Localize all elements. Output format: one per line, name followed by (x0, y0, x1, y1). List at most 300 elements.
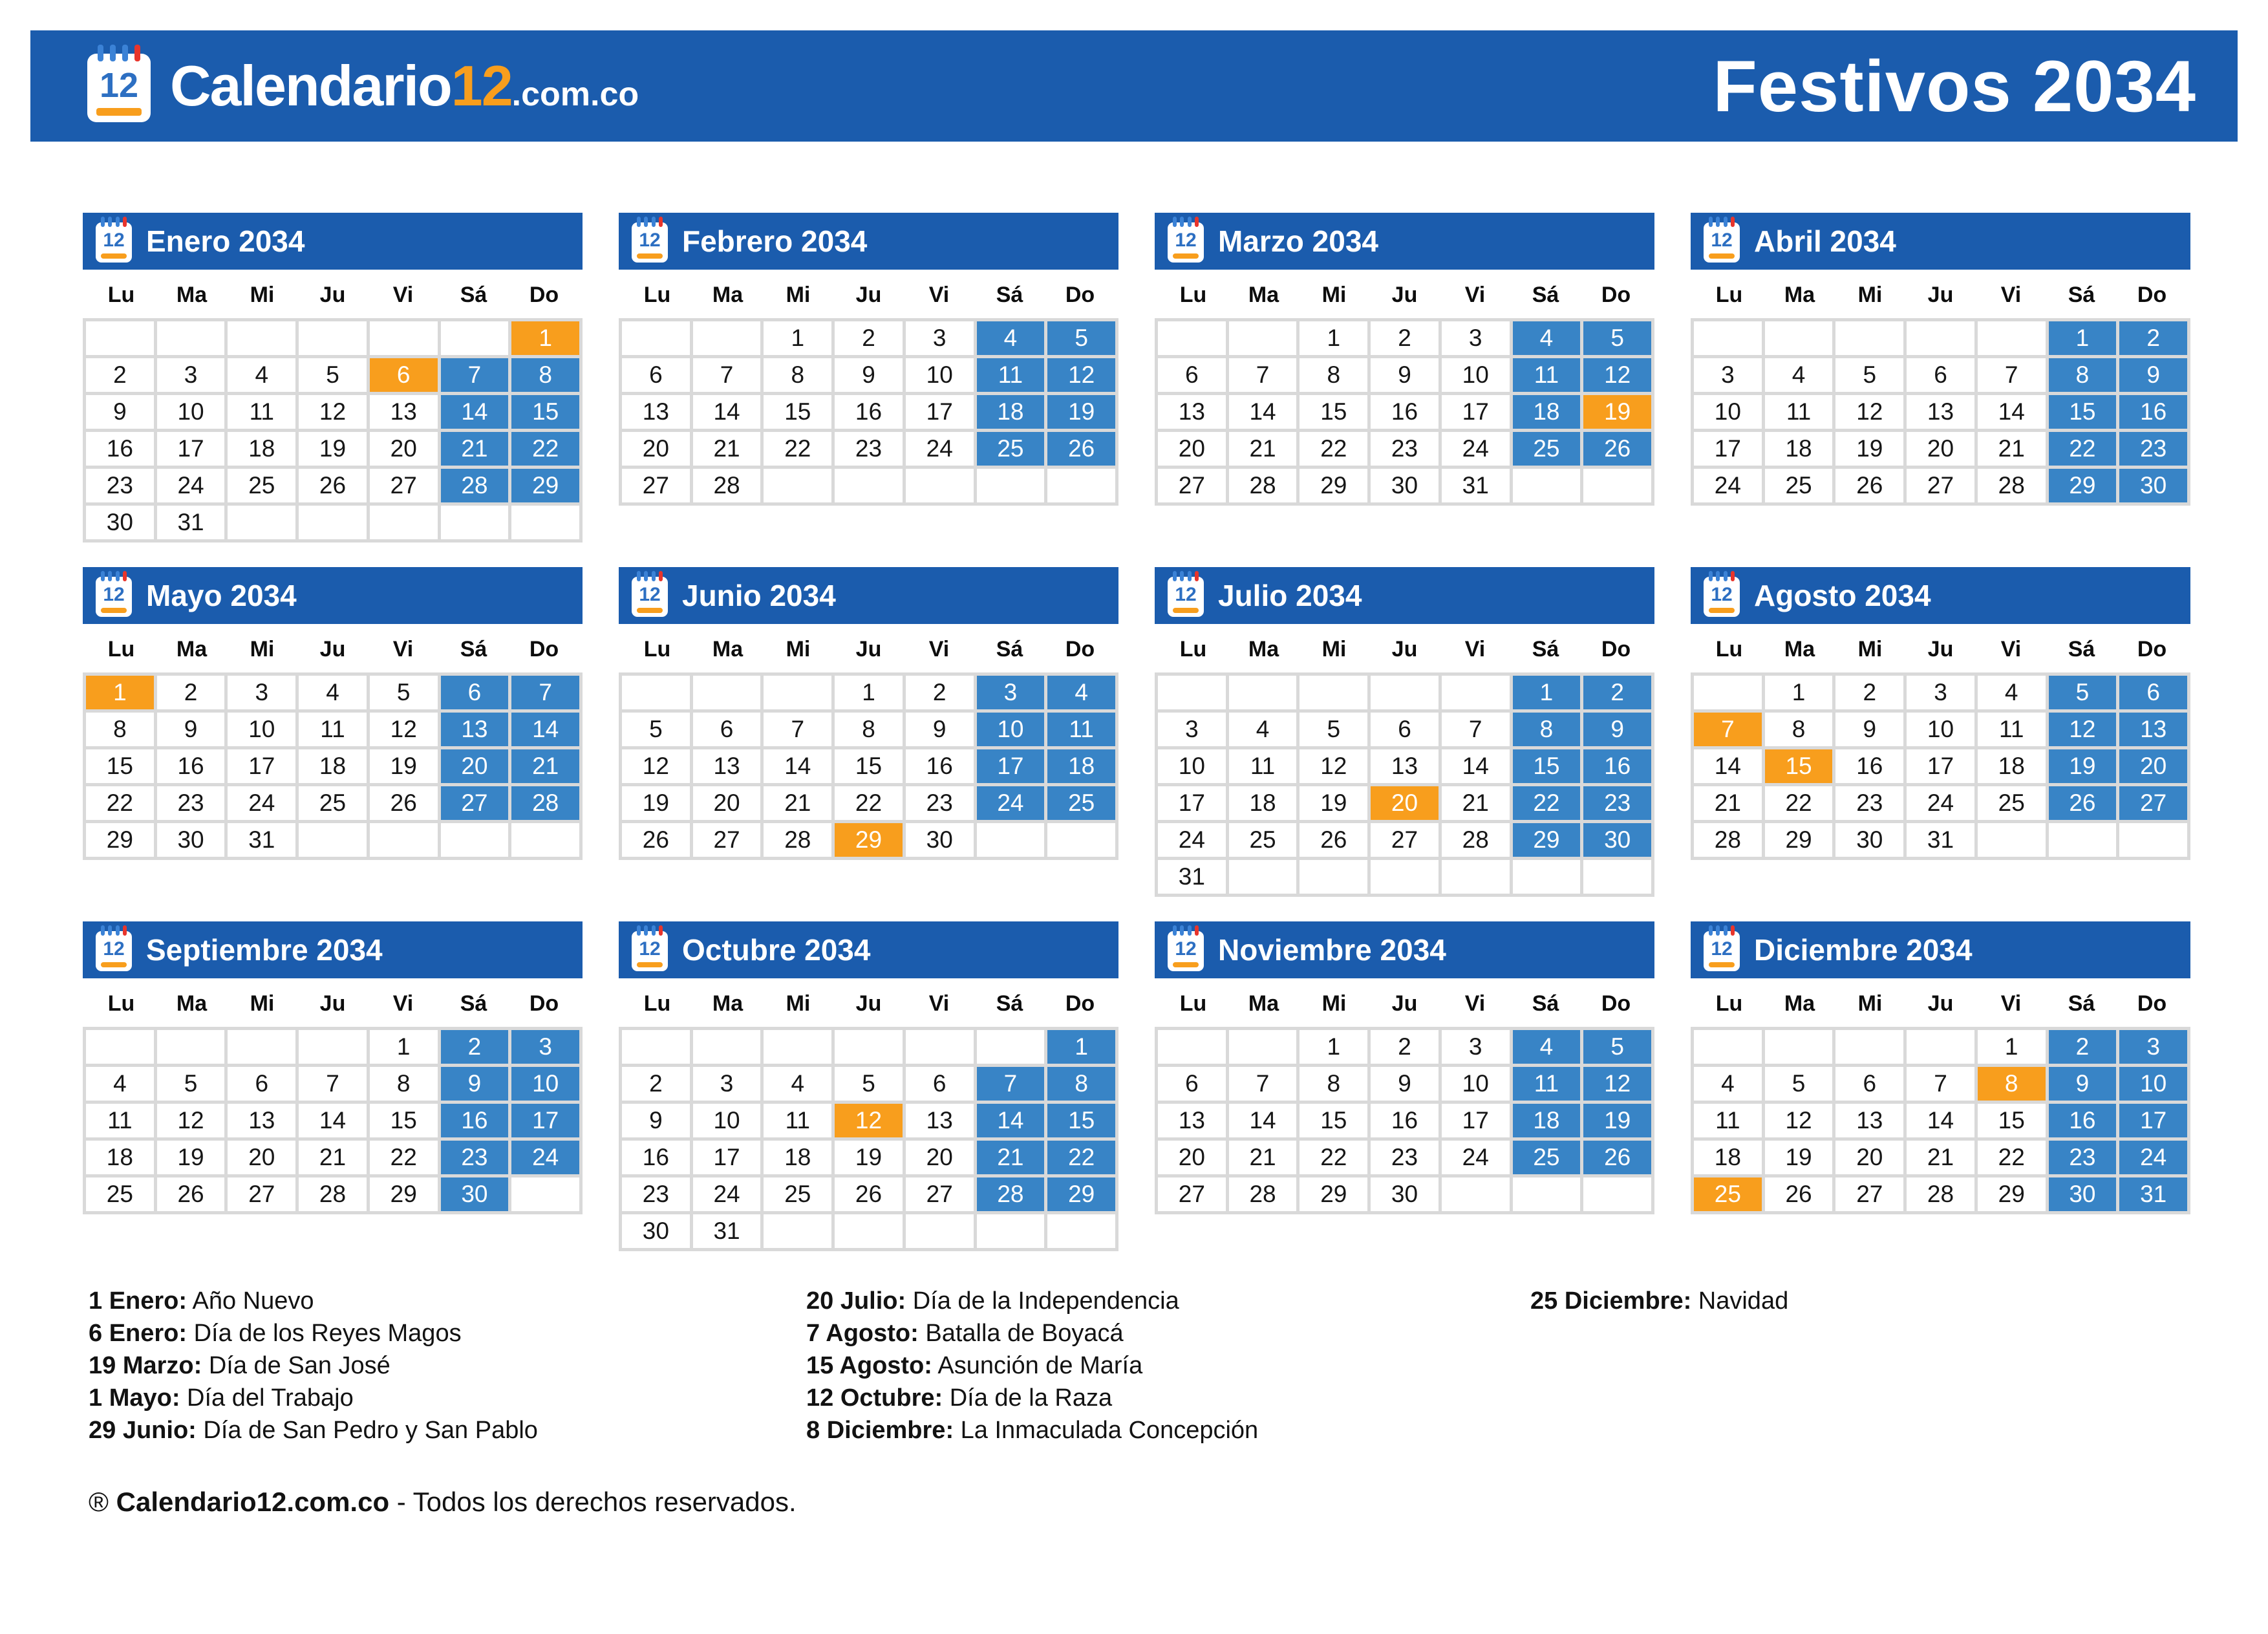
weekend-day-cell: 29 (2049, 469, 2117, 502)
day-cell: 4 (1694, 1067, 1762, 1101)
calendar-12-icon (87, 54, 151, 122)
calendar-icon-number: 12 (103, 584, 125, 605)
weekday-label: Sá (460, 283, 487, 307)
day-cell: 6 (228, 1067, 295, 1101)
day-cell: 24 (157, 469, 225, 502)
day-cell: 14 (1442, 749, 1510, 783)
day-cell: 11 (299, 713, 367, 746)
day-cell: 20 (906, 1141, 974, 1174)
day-cell: 19 (622, 786, 690, 820)
calendar-icon-number: 12 (1175, 938, 1197, 960)
empty-day-cell (228, 506, 295, 539)
day-cell: 16 (157, 749, 225, 783)
calendar-icon-number: 12 (1711, 938, 1733, 960)
empty-day-cell (977, 823, 1045, 857)
weekend-day-cell: 2 (1583, 676, 1651, 709)
day-cell: 3 (693, 1067, 761, 1101)
weekend-day-cell: 1 (1513, 676, 1581, 709)
day-cell: 31 (1158, 860, 1226, 894)
weekday-label: Lu (107, 991, 135, 1016)
day-cell: 16 (835, 395, 903, 429)
weekday-label: Ju (1927, 991, 1954, 1016)
calendar-icon (1704, 931, 1740, 971)
day-cell: 20 (693, 786, 761, 820)
empty-day-cell (511, 823, 579, 857)
weekend-day-cell: 25 (1513, 1141, 1581, 1174)
day-cell: 2 (1835, 676, 1903, 709)
weekday-label: Lu (643, 637, 671, 661)
calendar-icon-number: 12 (1711, 230, 1733, 251)
weekend-day-cell: 1 (2049, 321, 2117, 355)
day-cell: 3 (157, 358, 225, 392)
weekday-label: Ju (1927, 283, 1954, 307)
day-cell: 26 (157, 1177, 225, 1211)
day-cell: 15 (370, 1104, 438, 1137)
legend-item (1530, 1285, 2216, 1317)
weekend-day-cell: 11 (977, 358, 1045, 392)
empty-day-cell (906, 1030, 974, 1064)
day-cell: 12 (157, 1104, 225, 1137)
day-cell: 10 (157, 395, 225, 429)
day-cell: 24 (1694, 469, 1762, 502)
empty-day-cell (1513, 469, 1581, 502)
weekend-day-cell: 23 (2049, 1141, 2117, 1174)
day-cell: 23 (86, 469, 154, 502)
weekday-label: Ju (1927, 637, 1954, 661)
day-cell: 1 (1978, 1030, 2046, 1064)
weekday-label: Ma (176, 991, 208, 1016)
day-cell: 1 (764, 321, 831, 355)
day-cell: 19 (1300, 786, 1367, 820)
day-cell: 1 (1765, 676, 1833, 709)
day-cell: 6 (1835, 1067, 1903, 1101)
weekend-day-cell: 19 (1583, 1104, 1651, 1137)
holiday-day-cell: 25 (1694, 1177, 1762, 1211)
day-cell: 5 (1300, 713, 1367, 746)
weekend-day-cell: 20 (2119, 749, 2187, 783)
day-cell: 2 (157, 676, 225, 709)
day-cell: 12 (1300, 749, 1367, 783)
calendar-icon-number: 12 (639, 230, 661, 251)
empty-day-cell (86, 1030, 154, 1064)
weekend-day-cell: 16 (2049, 1104, 2117, 1137)
day-cell: 12 (622, 749, 690, 783)
day-cell: 16 (1371, 1104, 1439, 1137)
month-header (1691, 567, 2190, 624)
day-cell: 13 (370, 395, 438, 429)
day-cell: 6 (622, 358, 690, 392)
legend-column (1530, 1285, 2216, 1317)
month-header (1691, 213, 2190, 270)
day-cell: 14 (1229, 1104, 1297, 1137)
day-cell: 7 (1442, 713, 1510, 746)
day-cell: 4 (1978, 676, 2046, 709)
weekend-day-cell: 11 (1513, 358, 1581, 392)
day-cell: 29 (1978, 1177, 2046, 1211)
weekday-label: Vi (392, 991, 414, 1016)
calendar-icon-pins (1709, 925, 1735, 936)
empty-day-cell (2119, 823, 2187, 857)
day-cell: 15 (1300, 395, 1367, 429)
day-cell: 22 (764, 432, 831, 466)
empty-day-cell (1835, 321, 1903, 355)
day-cell: 23 (906, 786, 974, 820)
weekday-label: Mi (1857, 283, 1883, 307)
weekend-day-cell: 15 (1513, 749, 1581, 783)
weekday-label: Do (2137, 637, 2167, 661)
weekday-label: Sá (996, 991, 1023, 1016)
weekend-day-cell: 26 (1047, 432, 1115, 466)
legend-date: 8 Diciembre: (806, 1417, 954, 1444)
month-title: Julio 2034 (1218, 579, 1362, 612)
empty-day-cell (1765, 321, 1833, 355)
weekday-header-row (1691, 270, 2190, 318)
month-card (1155, 213, 1654, 506)
day-cell: 11 (1694, 1104, 1762, 1137)
empty-day-cell (511, 506, 579, 539)
holiday-day-cell: 12 (835, 1104, 903, 1137)
month-title: Enero 2034 (146, 224, 305, 258)
day-cell: 9 (1835, 713, 1903, 746)
legend-date: 29 Junio: (89, 1417, 197, 1444)
empty-day-cell (1371, 676, 1439, 709)
weekend-day-cell: 12 (1583, 358, 1651, 392)
day-cell: 17 (1907, 749, 1974, 783)
weekend-day-cell: 26 (1583, 1141, 1651, 1174)
weekend-day-cell: 18 (1047, 749, 1115, 783)
empty-day-cell (370, 506, 438, 539)
brand-suffix: .com.co (511, 76, 639, 113)
empty-day-cell (622, 676, 690, 709)
day-cell: 22 (1300, 432, 1367, 466)
day-cell: 9 (1371, 358, 1439, 392)
weekday-label: Mi (1321, 991, 1347, 1016)
day-cell: 27 (693, 823, 761, 857)
day-cell: 3 (1694, 358, 1762, 392)
empty-day-cell (228, 321, 295, 355)
weekday-label: Mi (250, 637, 275, 661)
day-cell: 10 (1694, 395, 1762, 429)
empty-day-cell (1694, 1030, 1762, 1064)
legend-item (89, 1317, 806, 1349)
day-cell: 27 (228, 1177, 295, 1211)
empty-day-cell (1158, 1030, 1226, 1064)
day-cell: 13 (622, 395, 690, 429)
weekend-day-cell: 24 (511, 1141, 579, 1174)
calendar-icon (96, 222, 132, 263)
weekend-day-cell: 5 (1583, 321, 1651, 355)
month-day-grid (1691, 1027, 2190, 1214)
weekend-day-cell: 30 (1583, 823, 1651, 857)
weekday-header-row (619, 978, 1118, 1027)
page-title: Festivos 2034 (1713, 45, 2196, 127)
holiday-day-cell: 1 (86, 676, 154, 709)
empty-day-cell (906, 469, 974, 502)
day-cell: 8 (835, 713, 903, 746)
day-cell: 26 (835, 1177, 903, 1211)
calendar-icon (632, 222, 668, 263)
legend-date: 7 Agosto: (806, 1320, 919, 1347)
day-cell: 24 (693, 1177, 761, 1211)
weekend-day-cell: 9 (441, 1067, 509, 1101)
day-cell: 16 (622, 1141, 690, 1174)
day-cell: 12 (1765, 1104, 1833, 1137)
weekday-label: Do (1065, 991, 1095, 1016)
empty-day-cell (693, 676, 761, 709)
weekday-label: Mi (786, 283, 811, 307)
day-cell: 12 (1835, 395, 1903, 429)
legend-holiday-name: Día de la Raza (943, 1384, 1113, 1412)
day-cell: 3 (1442, 321, 1510, 355)
month-title: Septiembre 2034 (146, 933, 383, 967)
day-cell: 23 (835, 432, 903, 466)
empty-day-cell (622, 321, 690, 355)
weekend-day-cell: 31 (2119, 1177, 2187, 1211)
day-cell: 29 (1765, 823, 1833, 857)
weekend-day-cell: 30 (441, 1177, 509, 1211)
weekday-label: Do (1601, 991, 1631, 1016)
weekend-day-cell: 11 (1513, 1067, 1581, 1101)
weekend-day-cell: 22 (2049, 432, 2117, 466)
month-title: Mayo 2034 (146, 579, 297, 612)
legend-holiday-name: Batalla de Boyacá (918, 1320, 1124, 1347)
weekend-day-cell: 16 (2119, 395, 2187, 429)
month-title: Diciembre 2034 (1754, 933, 1973, 967)
weekday-label: Sá (1532, 637, 1559, 661)
weekday-label: Ma (712, 991, 744, 1016)
legend-holiday-name: Día de los Reyes Magos (187, 1320, 462, 1347)
weekday-header-row (619, 270, 1118, 318)
empty-day-cell (764, 1214, 831, 1248)
calendar-icon-pins (637, 571, 663, 581)
calendar-icon (1704, 577, 1740, 617)
day-cell: 28 (1442, 823, 1510, 857)
weekday-label: Ju (319, 637, 346, 661)
month-header (83, 567, 583, 624)
day-cell: 9 (622, 1104, 690, 1137)
month-day-grid (83, 672, 583, 860)
day-cell: 20 (622, 432, 690, 466)
weekday-label: Ma (1248, 991, 1279, 1016)
weekend-day-cell: 19 (1047, 395, 1115, 429)
weekday-label: Lu (643, 283, 671, 307)
day-cell: 30 (1835, 823, 1903, 857)
day-cell: 3 (1442, 1030, 1510, 1064)
calendar-icon-pins (101, 217, 127, 227)
weekend-day-cell: 24 (2119, 1141, 2187, 1174)
day-cell: 17 (693, 1141, 761, 1174)
day-cell: 23 (1371, 432, 1439, 466)
weekday-label: Mi (786, 637, 811, 661)
footer (89, 1487, 2268, 1518)
day-cell: 9 (157, 713, 225, 746)
weekend-day-cell: 29 (1047, 1177, 1115, 1211)
holiday-day-cell: 15 (1765, 749, 1833, 783)
weekend-day-cell: 14 (441, 395, 509, 429)
month-card (83, 567, 583, 860)
day-cell: 24 (1158, 823, 1226, 857)
day-cell: 19 (370, 749, 438, 783)
weekend-day-cell: 25 (1047, 786, 1115, 820)
day-cell: 13 (1835, 1104, 1903, 1137)
day-cell: 21 (1442, 786, 1510, 820)
legend-item (806, 1382, 1530, 1414)
weekend-day-cell: 27 (2119, 786, 2187, 820)
month-title: Junio 2034 (682, 579, 836, 612)
calendar-icon (1168, 577, 1204, 617)
day-cell: 16 (86, 432, 154, 466)
day-cell: 22 (1300, 1141, 1367, 1174)
day-cell: 28 (1694, 823, 1762, 857)
day-cell: 11 (1229, 749, 1297, 783)
month-card (619, 213, 1118, 506)
month-header (619, 213, 1118, 270)
empty-day-cell (977, 469, 1045, 502)
weekday-label: Ju (1391, 283, 1418, 307)
weekday-label: Ma (176, 283, 208, 307)
calendar-icon-number: 12 (103, 230, 125, 251)
day-cell: 10 (693, 1104, 761, 1137)
legend-holiday-name: Día de San Pedro y San Pablo (196, 1417, 538, 1444)
weekday-label: Lu (643, 991, 671, 1016)
empty-day-cell (1047, 823, 1115, 857)
month-day-grid (83, 318, 583, 543)
empty-day-cell (370, 823, 438, 857)
weekend-day-cell: 14 (511, 713, 579, 746)
weekend-day-cell: 22 (1047, 1141, 1115, 1174)
month-title: Abril 2034 (1754, 224, 1896, 258)
weekend-day-cell: 30 (2049, 1177, 2117, 1211)
day-cell: 22 (86, 786, 154, 820)
weekend-day-cell: 29 (511, 469, 579, 502)
weekday-header-row (83, 624, 583, 672)
legend-column (89, 1285, 806, 1446)
weekend-day-cell: 23 (1583, 786, 1651, 820)
legend-item (806, 1317, 1530, 1349)
day-cell: 28 (1978, 469, 2046, 502)
day-cell: 10 (1442, 358, 1510, 392)
empty-day-cell (299, 506, 367, 539)
calendar-icon (96, 931, 132, 971)
brand-text (170, 53, 639, 119)
month-title: Octubre 2034 (682, 933, 871, 967)
weekend-day-cell: 7 (977, 1067, 1045, 1101)
day-cell: 3 (906, 321, 974, 355)
day-cell: 17 (1694, 432, 1762, 466)
weekday-label: Vi (2000, 283, 2022, 307)
day-cell: 21 (1907, 1141, 1974, 1174)
top-header-bar (30, 30, 2238, 142)
day-cell: 7 (1978, 358, 2046, 392)
holiday-day-cell: 1 (511, 321, 579, 355)
calendar-icon-pins (637, 217, 663, 227)
weekday-label: Ma (1248, 283, 1279, 307)
day-cell: 18 (299, 749, 367, 783)
weekend-day-cell: 13 (2119, 713, 2187, 746)
weekend-day-cell: 19 (2049, 749, 2117, 783)
day-cell: 14 (1978, 395, 2046, 429)
weekend-day-cell: 12 (1047, 358, 1115, 392)
day-cell: 24 (1442, 432, 1510, 466)
calendar-icon-number: 12 (1175, 584, 1197, 605)
empty-day-cell (2049, 823, 2117, 857)
weekday-header-row (619, 624, 1118, 672)
day-cell: 17 (1442, 395, 1510, 429)
weekend-day-cell: 6 (441, 676, 509, 709)
month-header (619, 567, 1118, 624)
day-cell: 26 (622, 823, 690, 857)
legend-holiday-name: Día del Trabajo (180, 1384, 354, 1412)
day-cell: 13 (1907, 395, 1974, 429)
month-day-grid (1691, 672, 2190, 860)
day-cell: 7 (693, 358, 761, 392)
empty-day-cell (1694, 676, 1762, 709)
day-cell: 27 (1158, 1177, 1226, 1211)
day-cell: 5 (157, 1067, 225, 1101)
footer-brand[interactable]: Calendario12.com.co (116, 1487, 390, 1517)
day-cell: 5 (1765, 1067, 1833, 1101)
weekday-label: Ma (176, 637, 208, 661)
day-cell: 31 (157, 506, 225, 539)
day-cell: 13 (1158, 1104, 1226, 1137)
calendar-icon (1168, 931, 1204, 971)
empty-day-cell (764, 469, 831, 502)
weekend-day-cell: 26 (2049, 786, 2117, 820)
empty-day-cell (977, 1214, 1045, 1248)
day-cell: 18 (228, 432, 295, 466)
empty-day-cell (1229, 1030, 1297, 1064)
weekend-day-cell: 2 (441, 1030, 509, 1064)
weekday-label: Ma (1784, 637, 1815, 661)
weekday-label: Ma (712, 637, 744, 661)
empty-day-cell (441, 823, 509, 857)
legend-item (806, 1349, 1530, 1382)
weekday-label: Lu (107, 283, 135, 307)
day-cell: 4 (1765, 358, 1833, 392)
day-cell: 23 (1835, 786, 1903, 820)
day-cell: 28 (693, 469, 761, 502)
holiday-legend (89, 1285, 2216, 1446)
weekend-day-cell: 17 (977, 749, 1045, 783)
empty-day-cell (1442, 860, 1510, 894)
empty-day-cell (299, 1030, 367, 1064)
day-cell: 3 (228, 676, 295, 709)
weekend-day-cell: 3 (2119, 1030, 2187, 1064)
weekend-day-cell: 3 (511, 1030, 579, 1064)
legend-holiday-name: Día de la Independencia (906, 1287, 1179, 1315)
weekend-day-cell: 15 (2049, 395, 2117, 429)
calendar-icon-pins (1709, 217, 1735, 227)
weekend-day-cell: 28 (511, 786, 579, 820)
weekday-label: Do (2137, 991, 2167, 1016)
day-cell: 14 (299, 1104, 367, 1137)
day-cell: 2 (906, 676, 974, 709)
day-cell: 22 (1765, 786, 1833, 820)
day-cell: 20 (370, 432, 438, 466)
month-title: Noviembre 2034 (1218, 933, 1446, 967)
month-card (83, 213, 583, 543)
weekday-label: Vi (1464, 991, 1486, 1016)
day-cell: 30 (1371, 469, 1439, 502)
day-cell: 28 (299, 1177, 367, 1211)
weekend-day-cell: 23 (441, 1141, 509, 1174)
day-cell: 14 (764, 749, 831, 783)
day-cell: 6 (693, 713, 761, 746)
site-logo[interactable] (87, 50, 639, 122)
day-cell: 28 (1229, 469, 1297, 502)
day-cell: 8 (1765, 713, 1833, 746)
footer-text: - Todos los derechos reservados. (396, 1487, 797, 1517)
